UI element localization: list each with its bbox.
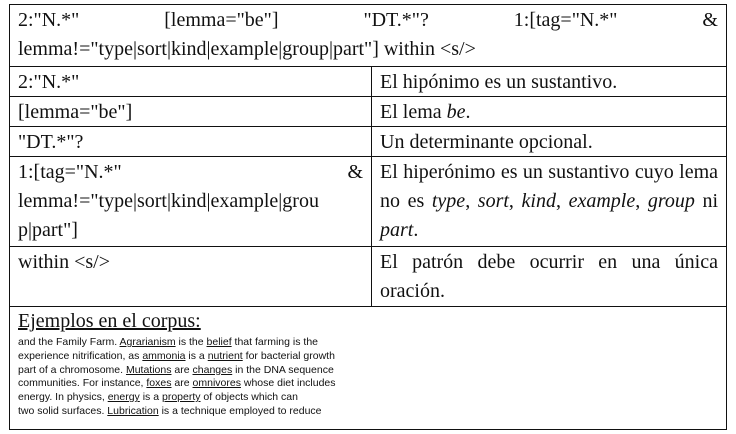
- hyponym: foxes: [146, 377, 172, 390]
- corpus-title: Ejemplos en el corpus:: [18, 310, 201, 332]
- query-header-row: [10, 5, 726, 67]
- code-cell: "DT.*"?: [10, 127, 372, 156]
- code-cell: within <s/>: [10, 247, 372, 306]
- corpus-text: energy. In physics,: [18, 391, 108, 404]
- table-row: [10, 247, 726, 307]
- hyponym: Agrarianism: [119, 336, 176, 348]
- corpus-text: two solid surfaces.: [18, 404, 108, 417]
- corpus-text: of objects which can: [200, 391, 298, 404]
- corpus-examples: [10, 307, 726, 419]
- table-row: [10, 67, 726, 97]
- hyponym: ammonia: [142, 349, 186, 362]
- separator: ,: [465, 190, 478, 212]
- separator: ,: [508, 190, 522, 212]
- code-line: [18, 158, 363, 187]
- corpus-text: for bacterial growth: [242, 349, 335, 362]
- table-row: [10, 97, 726, 127]
- corpus-text: that farming is the: [231, 336, 318, 348]
- excluded-lemma: kind: [521, 190, 556, 212]
- query-token: [lemma="be"]: [164, 9, 279, 31]
- hypernym: changes: [192, 363, 233, 376]
- hypernym: belief: [206, 336, 232, 348]
- separator: ,: [555, 190, 569, 212]
- code-line: lemma!="type|sort|kind|example|grou: [18, 190, 319, 212]
- description-cell: [372, 157, 726, 246]
- query-token: &: [702, 9, 718, 31]
- corpus-line: [18, 350, 718, 364]
- corpus-text: and the Family Farm.: [18, 336, 120, 348]
- corpus-text: part of a chromosome.: [18, 363, 126, 376]
- code-text: 1:[tag="N.*": [18, 161, 122, 183]
- excluded-lemma: sort: [477, 190, 509, 212]
- corpus-text: are: [171, 363, 193, 376]
- description-text: .: [465, 101, 471, 123]
- description-cell: El patrón debe ocurrir en una única oración.: [380, 251, 718, 302]
- query-token: "DT.*"?: [363, 9, 429, 31]
- corpus-line: [18, 364, 718, 378]
- query-token: 2:"N.*": [18, 9, 80, 31]
- corpus-text: in the DNA sequence: [232, 363, 334, 376]
- query-full: [10, 5, 726, 66]
- table-row: [10, 157, 726, 247]
- hypernym: omnivores: [192, 377, 241, 390]
- corpus-line: [18, 377, 718, 391]
- code-cell: [lemma="be"]: [10, 97, 372, 126]
- description-cell: El hipónimo es un sustantivo.: [380, 71, 618, 93]
- corpus-line: [18, 336, 718, 350]
- separator: ,: [635, 190, 648, 212]
- description-cell: Un determinante opcional.: [380, 131, 593, 153]
- excluded-lemma: example: [568, 190, 636, 212]
- excluded-lemma: part: [380, 219, 414, 241]
- corpus-text: is a: [139, 391, 162, 404]
- corpus-text: is the: [175, 336, 207, 348]
- description-text: El hiperónimo es un sustantivo cuyo lema no es: [380, 161, 718, 212]
- code-line: p|part"]: [18, 219, 78, 241]
- hypernym: nutrient: [207, 349, 243, 362]
- lemma-word: be: [446, 101, 466, 123]
- hyponym: Mutations: [125, 363, 172, 376]
- corpus-text: whose diet includes: [240, 377, 336, 390]
- code-cell: [10, 157, 372, 246]
- corpus-text: communities. For instance,: [18, 377, 147, 390]
- corpus-text: is a: [185, 349, 208, 362]
- conjunction: ni: [694, 190, 719, 212]
- code-cell: 2:"N.*": [10, 67, 372, 96]
- query-line-1: [18, 6, 718, 35]
- corpus-text: experience nitrification, as: [18, 349, 143, 362]
- corpus-text: is a technique employed to reduce: [158, 404, 322, 417]
- corpus-text: are: [171, 377, 193, 390]
- query-line-2: lemma!="type|sort|kind|example|group|part"] within <s/>: [18, 38, 476, 60]
- hypernym: property: [161, 391, 201, 404]
- corpus-line: [18, 391, 718, 405]
- hyponym: Lubrication: [107, 404, 159, 417]
- description-text: El lema: [380, 101, 447, 123]
- code-text: &: [347, 161, 363, 183]
- excluded-lemma: group: [647, 190, 695, 212]
- query-explanation-table: [9, 4, 727, 430]
- hyponym: energy: [107, 391, 140, 404]
- description-text: .: [413, 219, 419, 241]
- description-cell: [372, 97, 726, 126]
- table-row: [10, 127, 726, 157]
- excluded-lemma: type: [431, 190, 466, 212]
- corpus-line: [18, 405, 718, 419]
- query-token: 1:[tag="N.*": [513, 9, 618, 31]
